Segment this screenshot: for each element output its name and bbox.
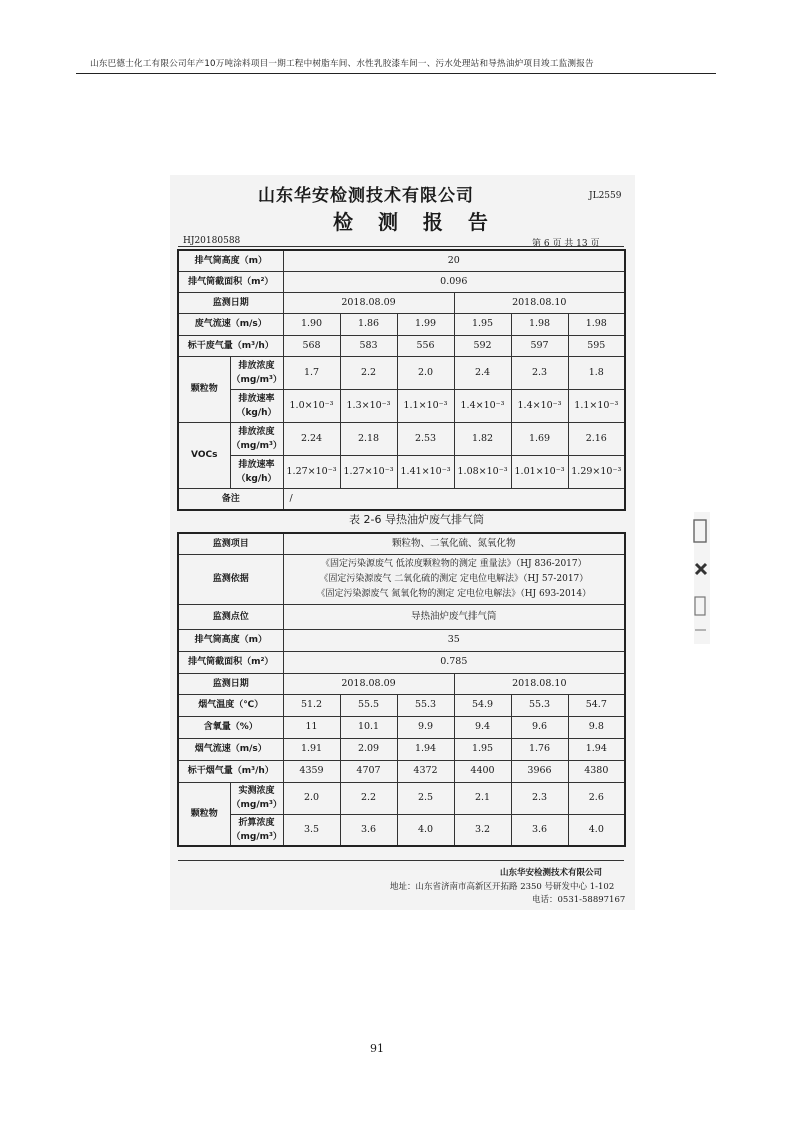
cell-value: 55.3 [397, 694, 454, 716]
row-label: 烟气流速（m/s） [178, 738, 283, 760]
cell-value: 1.27×10⁻³ [283, 455, 340, 488]
cell-value: 1.0×10⁻³ [283, 389, 340, 422]
row-label: 备注 [178, 488, 283, 510]
row-label: 监测点位 [178, 604, 283, 629]
table-row [178, 716, 625, 738]
cell-value: 3.6 [340, 814, 397, 846]
cell-value: 20 [283, 250, 625, 271]
exhaust-stack-table [177, 249, 626, 511]
cell-value: 4400 [454, 760, 511, 782]
row-label: 监测依据 [178, 554, 283, 604]
footer-rule [178, 860, 624, 861]
cell-value: 3.5 [283, 814, 340, 846]
table-row [178, 422, 625, 455]
table-row [178, 554, 625, 604]
cell-value: 2.16 [568, 422, 625, 455]
cell-value: 2.5 [397, 782, 454, 814]
cell-value: 1.69 [511, 422, 568, 455]
cell-value: 592 [454, 335, 511, 356]
table-row [178, 389, 625, 422]
cell-value: 55.3 [511, 694, 568, 716]
basis-line: 《固定污染源废气 氮氧化物的测定 定电位电解法》（HJ 693-2014） [316, 588, 592, 599]
cell-value: 2.6 [568, 782, 625, 814]
table-row [178, 271, 625, 292]
sub-label: 排放速率（kg/h） [230, 455, 283, 488]
cell-value: 3966 [511, 760, 568, 782]
cell-value: 1.4×10⁻³ [511, 389, 568, 422]
cell-value: 54.9 [454, 694, 511, 716]
cell-value: 9.8 [568, 716, 625, 738]
cell-value: 556 [397, 335, 454, 356]
cell-value: 0.785 [283, 651, 625, 673]
date-cell: 2018.08.10 [454, 673, 625, 694]
row-label: 标干烟气量（m³/h） [178, 760, 283, 782]
row-label: 排气筒高度（m） [178, 250, 283, 271]
cell-value: 4.0 [568, 814, 625, 846]
table-row [178, 694, 625, 716]
cell-value: 2.1 [454, 782, 511, 814]
pollutant-label: 颗粒物 [178, 782, 230, 846]
heat-oil-furnace-table [177, 532, 626, 847]
table-row [178, 814, 625, 846]
cell-value: 1.95 [454, 313, 511, 335]
cell-value: 1.29×10⁻³ [568, 455, 625, 488]
table-row [178, 738, 625, 760]
cell-value: 1.94 [397, 738, 454, 760]
cell-value: 1.91 [283, 738, 340, 760]
date-cell: 2018.08.10 [454, 292, 625, 313]
cell-value: 4707 [340, 760, 397, 782]
cell-value: 1.99 [397, 313, 454, 335]
cell-value: 2.3 [511, 356, 568, 389]
table-row [178, 335, 625, 356]
cell-value: 595 [568, 335, 625, 356]
cell-value: 1.27×10⁻³ [340, 455, 397, 488]
cell-value: 10.1 [340, 716, 397, 738]
cell-value: 导热油炉废气排气筒 [283, 604, 625, 629]
table-row [178, 760, 625, 782]
table-caption: 表 2-6 导热油炉废气排气筒 [349, 513, 484, 526]
cell-value: 1.01×10⁻³ [511, 455, 568, 488]
row-label: 监测项目 [178, 533, 283, 554]
cell-value: 0.096 [283, 271, 625, 292]
report-title: 检 测 报 告 [333, 210, 497, 234]
cell-value: 2.18 [340, 422, 397, 455]
cell-value: 55.5 [340, 694, 397, 716]
cell-value: 1.90 [283, 313, 340, 335]
table-row [178, 313, 625, 335]
header-rule [76, 73, 716, 74]
row-label: 监测日期 [178, 292, 283, 313]
cell-value: 1.3×10⁻³ [340, 389, 397, 422]
row-label: 排气筒截面积（m²） [178, 271, 283, 292]
cell-value: 9.6 [511, 716, 568, 738]
basis-line: 《固定污染源废气 二氧化硫的测定 定电位电解法》（HJ 57-2017） [319, 573, 589, 584]
cell-value: 4380 [568, 760, 625, 782]
cell-value: 4372 [397, 760, 454, 782]
footer-address: 地址：山东省济南市高新区开拓路 2350 号研发中心 1-102 [390, 882, 615, 892]
table-row [178, 673, 625, 694]
cell-value: 1.41×10⁻³ [397, 455, 454, 488]
row-label: 废气流速（m/s） [178, 313, 283, 335]
table-row [178, 292, 625, 313]
cell-value: 1.98 [568, 313, 625, 335]
cell-value: 4.0 [397, 814, 454, 846]
cell-value: 1.1×10⁻³ [568, 389, 625, 422]
cell-value: 568 [283, 335, 340, 356]
row-label: 标干废气量（m³/h） [178, 335, 283, 356]
cell-value: 1.4×10⁻³ [454, 389, 511, 422]
cell-value: 583 [340, 335, 397, 356]
sub-label: 排放浓度（mg/m³） [230, 356, 283, 389]
cell-value: 颗粒物、二氧化硫、氮氧化物 [283, 533, 625, 554]
cell-value: 3.6 [511, 814, 568, 846]
cell-value: 2.09 [340, 738, 397, 760]
cell-value: 1.94 [568, 738, 625, 760]
row-label: 排气筒高度（m） [178, 629, 283, 651]
table-row [178, 488, 625, 510]
sub-label: 排放速率（kg/h） [230, 389, 283, 422]
cell-value: 3.2 [454, 814, 511, 846]
row-label: 监测日期 [178, 673, 283, 694]
basis-line: 《固定污染源废气 低浓度颗粒物的测定 重量法》（HJ 836-2017） [320, 558, 587, 569]
cell-value: 2.0 [397, 356, 454, 389]
cell-value: 9.4 [454, 716, 511, 738]
table-row [178, 604, 625, 629]
pollutant-label: VOCs [178, 422, 230, 488]
sub-label: 实测浓度（mg/m³） [230, 782, 283, 814]
table-row [178, 250, 625, 271]
remark-value: / [283, 488, 625, 510]
page-count: 第 6 页 共 13 页 [532, 239, 600, 249]
table-row [178, 629, 625, 651]
sub-label: 排放浓度（mg/m³） [230, 422, 283, 455]
cell-value: 2.4 [454, 356, 511, 389]
document-running-header: 山东巴德士化工有限公司年产10万吨涂料项目一期工程中树脂车间、水性乳胶漆车间一、污水处理站和导热油炉项目竣工监测报告 [90, 59, 594, 69]
cell-value: 1.8 [568, 356, 625, 389]
sub-label: 折算浓度（mg/m³） [230, 814, 283, 846]
cell-value: 2.3 [511, 782, 568, 814]
document-code: JL2559 [589, 191, 622, 201]
cell-value: 2.24 [283, 422, 340, 455]
row-label: 烟气温度（℃） [178, 694, 283, 716]
footer-phone: 电话：0531-58897167 [532, 895, 626, 905]
cell-value: 1.1×10⁻³ [397, 389, 454, 422]
cell-value: 1.76 [511, 738, 568, 760]
table-row [178, 782, 625, 814]
cell-value: 54.7 [568, 694, 625, 716]
cell-value: 1.98 [511, 313, 568, 335]
row-label: 含氧量（%） [178, 716, 283, 738]
cell-value: 1.86 [340, 313, 397, 335]
table-row [178, 356, 625, 389]
title-rule [178, 246, 624, 247]
cell-value: 9.9 [397, 716, 454, 738]
table-row [178, 651, 625, 673]
pollutant-label: 颗粒物 [178, 356, 230, 422]
basis-cell [283, 554, 625, 604]
date-cell: 2018.08.09 [283, 292, 454, 313]
side-seal-stamp-icon [690, 512, 712, 644]
footer-company: 山东华安检测技术有限公司 [500, 868, 603, 878]
cell-value: 11 [283, 716, 340, 738]
cell-value: 597 [511, 335, 568, 356]
cell-value: 1.7 [283, 356, 340, 389]
cell-value: 2.2 [340, 356, 397, 389]
row-label: 排气筒截面积（m²） [178, 651, 283, 673]
date-cell: 2018.08.09 [283, 673, 454, 694]
cell-value: 2.0 [283, 782, 340, 814]
cell-value: 1.08×10⁻³ [454, 455, 511, 488]
company-title: 山东华安检测技术有限公司 [258, 186, 474, 206]
cell-value: 1.95 [454, 738, 511, 760]
cell-value: 51.2 [283, 694, 340, 716]
table-row [178, 455, 625, 488]
report-number: HJ20180588 [183, 236, 241, 246]
cell-value: 2.2 [340, 782, 397, 814]
cell-value: 1.82 [454, 422, 511, 455]
cell-value: 35 [283, 629, 625, 651]
page-number: 91 [370, 1042, 384, 1055]
cell-value: 2.53 [397, 422, 454, 455]
table-row [178, 533, 625, 554]
cell-value: 4359 [283, 760, 340, 782]
